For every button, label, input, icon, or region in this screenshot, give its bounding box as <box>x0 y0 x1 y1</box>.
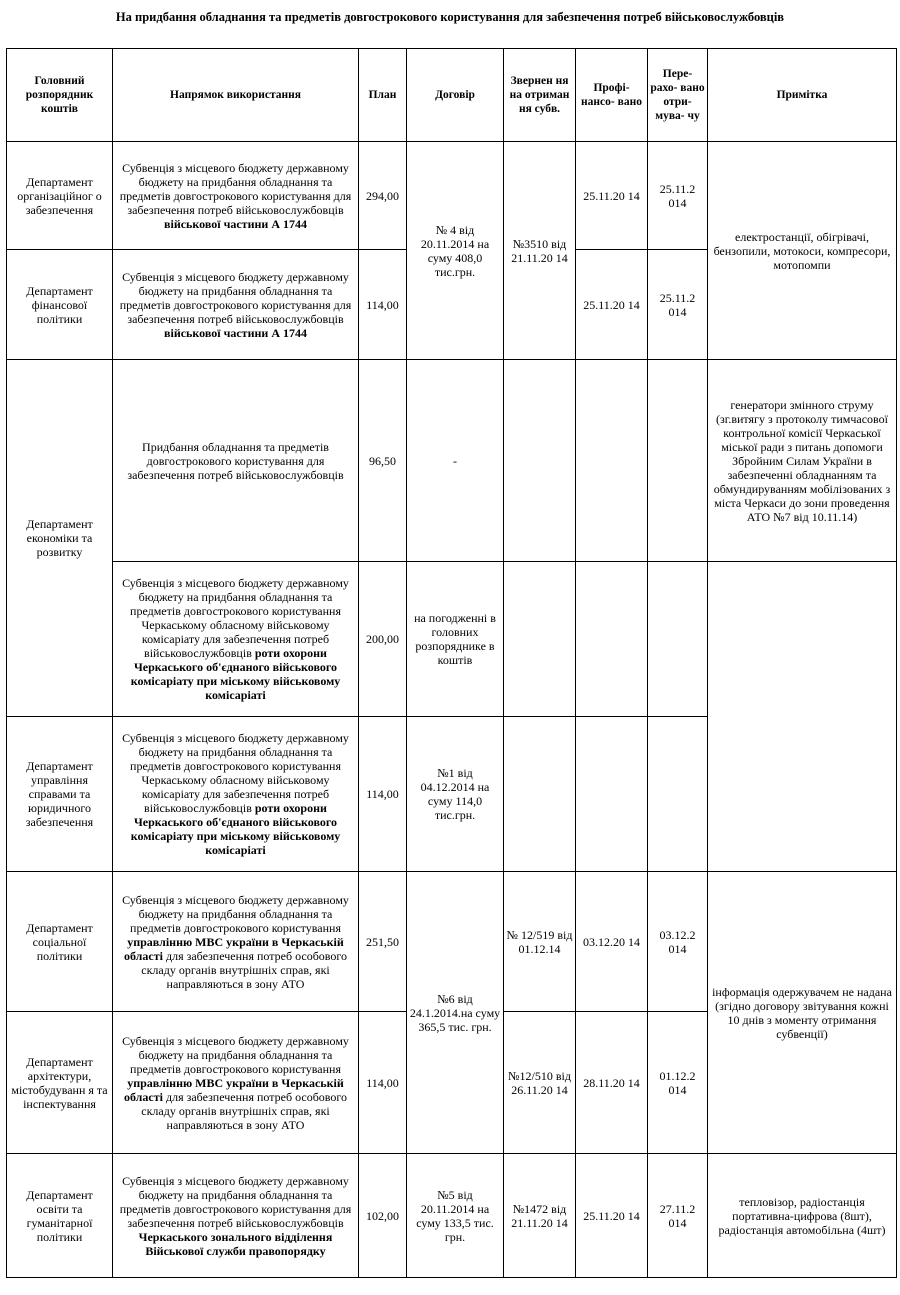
purpose-bold-text: управлінню МВС україни в Черкаській області <box>123 934 344 963</box>
appeal-cell: №3510 від 21.11.20 14 <box>504 142 576 360</box>
note-cell: інформація одержувачем не надана (згідно договору звітування кожні 10 днів з моменту отримання субвенції) <box>708 872 897 1154</box>
table-row <box>7 360 897 562</box>
plan-cell: 96,50 <box>359 360 407 562</box>
financed-cell: 25.11.20 14 <box>576 1154 648 1278</box>
purpose-text: Субвенція з місцевого бюджету державному бюджету на придбання обладнання та предметів довгострокового користування для забезпечення потреб військовослужбовців <box>119 269 352 326</box>
manager-cell: Департамент фінансової політики <box>7 250 113 360</box>
contract-cell: - <box>407 360 504 562</box>
appeal-cell: №1472 від 21.11.20 14 <box>504 1154 576 1278</box>
financed-cell <box>576 717 648 872</box>
purpose-bold-text: Черкаського зонального відділення Військової служби правопорядку <box>138 1229 333 1258</box>
purpose-bold-text: роти охорони Черкаського об'єднаного військового комісаріату при міському військовому комісаріаті <box>130 646 341 702</box>
plan-cell: 251,50 <box>359 872 407 1012</box>
plan-cell: 114,00 <box>359 250 407 360</box>
appeal-cell: № 12/519 від 01.12.14 <box>504 872 576 1012</box>
header-purpose: Напрямок використання <box>113 49 359 142</box>
purpose-cell <box>113 872 359 1012</box>
financed-cell <box>576 360 648 562</box>
plan-cell: 294,00 <box>359 142 407 250</box>
purpose-bold-text: військової частини А 1744 <box>164 325 307 340</box>
purpose-cell: Придбання обладнання та предметів довгострокового користування для забезпечення потреб військовослужбовців <box>113 360 359 562</box>
note-cell: тепловізор, радіостанція портативна-цифрова (8шт), радіостанція автомобільна (4шт) <box>708 1154 897 1278</box>
table-row <box>7 872 897 1012</box>
purpose-text: Субвенція з місцевого бюджету державному бюджету на придбання обладнання та предметів довгострокового користування для забезпечення потреб військовослужбовців <box>119 160 352 217</box>
manager-cell: Департамент освіти та гуманітарної політики <box>7 1154 113 1278</box>
purpose-bold-text: роти охорони Черкаського об'єднаного військового комісаріату при міському військовому комісаріаті <box>130 801 341 857</box>
purpose-text-tail: для забезпечення потреб особового складу органів внутрішніх справ, які направляються в зону АТО <box>141 1089 348 1132</box>
purpose-text: Субвенція з місцевого бюджету державному бюджету на придбання обладнання та предметів довгострокового користування <box>122 892 349 935</box>
purpose-cell <box>113 250 359 360</box>
contract-cell: №6 від 24.1.2014.на суму 365,5 тис. грн. <box>407 872 504 1154</box>
appeal-cell <box>504 360 576 562</box>
header-contract: Договір <box>407 49 504 142</box>
financed-cell <box>576 562 648 717</box>
purpose-cell <box>113 1012 359 1154</box>
transferred-cell: 25.11.2 014 <box>648 250 708 360</box>
purpose-cell <box>113 1154 359 1278</box>
manager-cell: Департамент організаційног о забезпечення <box>7 142 113 250</box>
purpose-text: Субвенція з місцевого бюджету державному бюджету на придбання обладнання та предметів довгострокового користування для забезпечення потреб військовослужбовців <box>119 1173 352 1230</box>
table-row <box>7 142 897 250</box>
note-cell: генератори змінного струму (зг.витягу з протоколу тимчасової контрольної комісії Черкаської міської ради з питань допомоги Збройним Силам України в забезпеченні обладнанням та обмундируванням мобілізованих з міста Черкаси до зони проведення АТО №7 від 10.11.14) <box>708 360 897 562</box>
header-transferred: Пере- рахо- вано отри- мува- чу <box>648 49 708 142</box>
transferred-cell: 27.11.2 014 <box>648 1154 708 1278</box>
manager-cell: Департамент соціальної політики <box>7 872 113 1012</box>
document-title: На придбання обладнання та предметів довгострокового користування для забезпечення потреб військовослужбовців <box>115 10 785 24</box>
note-cell: електростанції, обігрівачі, бензопили, мотокоси, компресори, мотопомпи <box>708 142 897 360</box>
purpose-text: Субвенція з місцевого бюджету державному бюджету на придбання обладнання та предметів довгострокового користування <box>122 1033 349 1076</box>
purpose-text: Субвенція з місцевого бюджету державному бюджету на придбання обладнання та предметів довгострокового користування Черкаському обласному військовому комісаріату для забезпечення потреб військовослужбовців <box>122 576 349 660</box>
transferred-cell <box>648 562 708 717</box>
financed-cell: 28.11.20 14 <box>576 1012 648 1154</box>
appeal-cell <box>504 562 576 717</box>
purpose-bold-text: управлінню МВС україни в Черкаській області <box>123 1075 344 1104</box>
header-financed: Профі- нансо- вано <box>576 49 648 142</box>
plan-cell: 114,00 <box>359 1012 407 1154</box>
transferred-cell: 01.12.2 014 <box>648 1012 708 1154</box>
contract-cell: № 4 від 20.11.2014 на суму 408,0 тис.грн. <box>407 142 504 360</box>
financed-cell: 25.11.20 14 <box>576 250 648 360</box>
table-row <box>7 1154 897 1278</box>
manager-cell: Департамент економіки та розвитку <box>7 360 113 717</box>
manager-cell: Департамент архітектури, містобудуванн я та інспектування <box>7 1012 113 1154</box>
appeal-cell <box>504 717 576 872</box>
transferred-cell: 25.11.2 014 <box>648 142 708 250</box>
appeal-cell: №12/510 від 26.11.20 14 <box>504 1012 576 1154</box>
purpose-cell <box>113 562 359 717</box>
header-note: Примітка <box>708 49 897 142</box>
contract-cell: на погодженні в головних розпоряднике в коштів <box>407 562 504 717</box>
note-cell <box>708 562 897 872</box>
header-manager: Головний розпорядник коштів <box>7 49 113 142</box>
transferred-cell <box>648 360 708 562</box>
table-header-row <box>7 49 897 142</box>
manager-cell: Департамент управління справами та юридичного забезпечення <box>7 717 113 872</box>
plan-cell: 114,00 <box>359 717 407 872</box>
financed-cell: 25.11.20 14 <box>576 142 648 250</box>
purpose-bold-text: військової частини А 1744 <box>164 216 307 231</box>
financed-cell: 03.12.20 14 <box>576 872 648 1012</box>
plan-cell: 102,00 <box>359 1154 407 1278</box>
purpose-text: Субвенція з місцевого бюджету державному бюджету на придбання обладнання та предметів довгострокового користування Черкаському обласному військовому комісаріату для забезпечення потреб військовослужбовців <box>122 731 349 815</box>
table-row <box>7 562 897 717</box>
purpose-text-tail: для забезпечення потреб особового складу органів внутрішніх справ, які направляються в зону АТО <box>141 948 348 991</box>
transferred-cell: 03.12.2 014 <box>648 872 708 1012</box>
contract-cell: №5 від 20.11.2014 на суму 133,5 тис. грн. <box>407 1154 504 1278</box>
header-appeal: Звернен ня на отриман ня субв. <box>504 49 576 142</box>
contract-cell: №1 від 04.12.2014 на суму 114,0 тис.грн. <box>407 717 504 872</box>
transferred-cell <box>648 717 708 872</box>
purpose-cell <box>113 717 359 872</box>
allocation-table <box>6 48 897 1278</box>
purpose-cell <box>113 142 359 250</box>
header-plan: План <box>359 49 407 142</box>
plan-cell: 200,00 <box>359 562 407 717</box>
